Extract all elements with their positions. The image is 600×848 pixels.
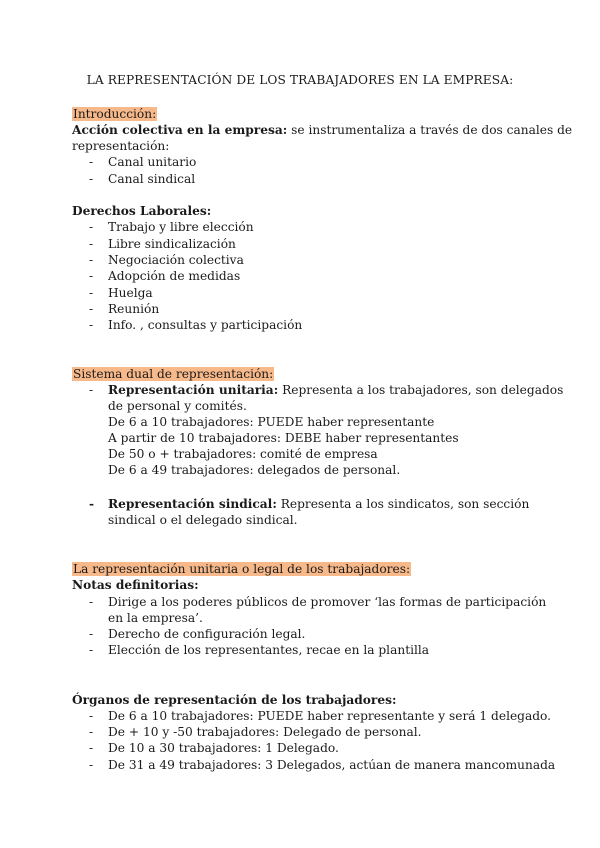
intro-heading — [72, 106, 157, 122]
bullet-dash: - — [89, 269, 94, 283]
sindical-line — [108, 496, 529, 512]
organos-heading: Órganos de representación de los trabajadores: — [72, 693, 397, 707]
unitaria-detail: De 50 o + trabajadores: comité de empresa — [108, 447, 378, 461]
unitaria-detail: de personal y comités. — [108, 399, 247, 413]
nota-item: Derecho de configuración legal. — [108, 627, 306, 641]
sindical-cont: sindical o el delegado sindical. — [108, 513, 298, 527]
unitaria-text: Representa a los trabajadores, son delegados — [278, 383, 564, 397]
bullet-dash: - — [89, 286, 94, 300]
nota-item: Dirige a los poderes públicos de promover ‘las formas de participación — [108, 595, 547, 609]
sindical-label: Representación sindical: — [108, 497, 277, 511]
bullet-dash: - — [89, 318, 94, 332]
bullet-dash: - — [89, 725, 94, 739]
unitaria-detail: De 6 a 10 trabajadores: PUEDE haber representante — [108, 415, 435, 429]
dual-heading — [72, 366, 274, 382]
bullet-dash: - — [89, 302, 94, 316]
bullet-dash: - — [89, 172, 94, 186]
unitaria-detail: A partir de 10 trabajadores: DEBE haber representantes — [108, 431, 459, 445]
accion-line — [72, 122, 572, 138]
legal-heading-text: La representación unitaria o legal de los trabajadores: — [73, 562, 411, 576]
nota-item: Elección de los representantes, recae en la plantilla — [108, 643, 430, 657]
derecho-item: Adopción de medidas — [108, 269, 241, 283]
accion-text-cont: representación: — [72, 139, 170, 153]
canal-sindical: Canal sindical — [108, 172, 196, 186]
page-title: LA REPRESENTACIÓN DE LOS TRABAJADORES EN LA EMPRESA: — [86, 73, 514, 87]
notas-heading: Notas definitorias: — [72, 578, 199, 592]
derecho-item: Reunión — [108, 302, 160, 316]
bullet-dash: - — [89, 383, 94, 397]
nota-item-cont: en la empresa’. — [108, 611, 203, 625]
organo-item: De 31 a 49 trabajadores: 3 Delegados, actúan de manera mancomunada — [108, 758, 556, 772]
derechos-heading: Derechos Laborales: — [72, 204, 212, 218]
accion-text: se instrumentaliza a través de dos canales de — [287, 123, 573, 137]
dual-heading-text: Sistema dual de representación: — [73, 367, 274, 381]
bullet-dash: - — [89, 643, 94, 657]
bullet-dash: - — [89, 155, 94, 169]
bullet-dash: - — [89, 709, 94, 723]
unitaria-detail: De 6 a 49 trabajadores: delegados de personal. — [108, 463, 401, 477]
bullet-dash: - — [89, 627, 94, 641]
intro-heading-text: Introducción: — [73, 107, 157, 121]
derecho-item: Huelga — [108, 286, 153, 300]
bullet-dash: - — [89, 220, 94, 234]
derecho-item: Info. , consultas y participación — [108, 318, 303, 332]
organo-item: De + 10 y -50 trabajadores: Delegado de personal. — [108, 725, 422, 739]
organo-item: De 6 a 10 trabajadores: PUEDE haber representante y será 1 delegado. — [108, 709, 552, 723]
derecho-item: Libre sindicalización — [108, 237, 236, 251]
bullet-dash: - — [89, 758, 94, 772]
bullet-dash: - — [89, 741, 94, 755]
bullet-dash: - — [89, 237, 94, 251]
unitaria-line — [108, 382, 563, 398]
bullet-dash: - — [89, 253, 94, 267]
canal-unitario: Canal unitario — [108, 155, 197, 169]
bullet-dash: - — [89, 497, 95, 511]
derecho-item: Negociación colectiva — [108, 253, 244, 267]
organo-item: De 10 a 30 trabajadores: 1 Delegado. — [108, 741, 339, 755]
sindical-text: Representa a los sindicatos, son sección — [276, 497, 530, 511]
unitaria-label: Representación unitaria: — [108, 383, 279, 397]
bullet-dash: - — [89, 595, 94, 609]
legal-heading — [72, 561, 411, 577]
accion-label: Acción colectiva en la empresa: — [72, 123, 288, 137]
derecho-item: Trabajo y libre elección — [108, 220, 254, 234]
